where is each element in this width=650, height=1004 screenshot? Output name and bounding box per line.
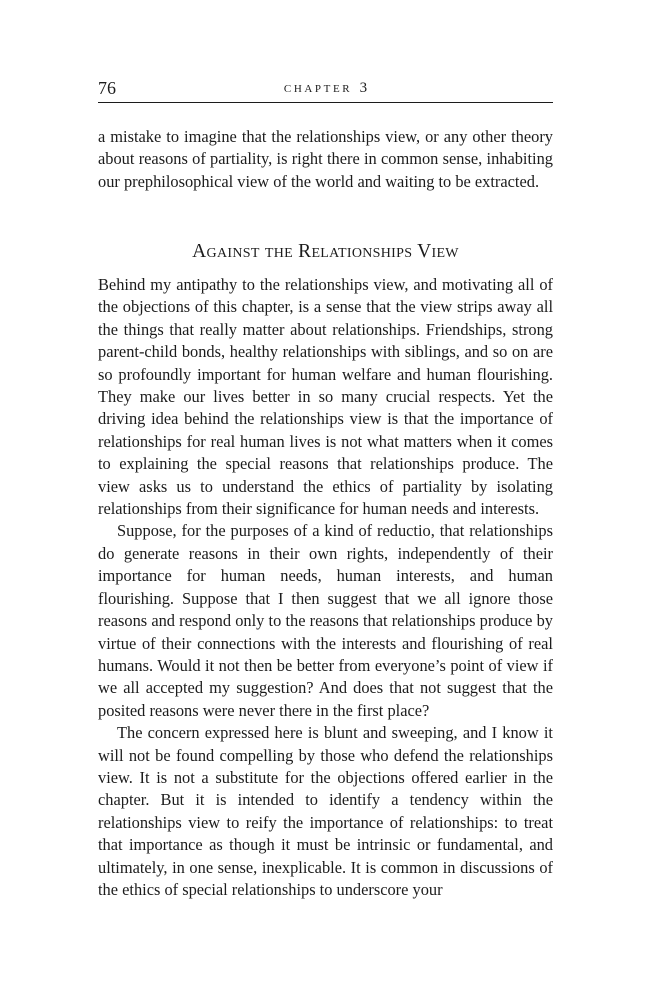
section-heading: Against the Relationships View (192, 241, 459, 262)
running-head-chapter-number: 3 (359, 80, 368, 96)
running-head-label: CHAPTER (283, 83, 353, 95)
section-body (98, 274, 553, 901)
continuation-paragraph: a mistake to imagine that the relationships view, or any other theory about reasons of partiality, is right there in common sense, inhabiting our prephilosophical view of the world and waiting to be extracted. (98, 127, 553, 191)
paragraph-3: The concern expressed here is blunt and sweeping, and I know it will not be found compelling by those who defend the relationships view. It is not a substitute for the objections offered earlier in the chapter. But it is intended to identify a tendency within the relationships view to reify the importance of relationships: to treat that importance as though it must be intrinsic or fundamental, and ultimately, in one sense, inexplicable. It is common in discussions of the ethics of special relationships to underscore your (98, 723, 553, 899)
page-number: 76 (98, 78, 116, 98)
continuation-paragraph-block (98, 126, 553, 193)
paragraph-1: Behind my antipathy to the relationships view, and motivating all of the objections of this chapter, is a sense that the view strips away all the things that really matter about relationships. Friendships, strong parent-child bonds, healthy relationships with siblings, and so on are so profoundly important for human welfare and human flourishing. They make our lives better in so many crucial respects. Yet the driving idea behind the relationships view is that the importance of relationships for real human lives is not what matters when it comes to explaining the special reasons that relationships produce. The view asks us to understand the ethics of partiality by isolating relationships from their significance for human needs and interests. (98, 275, 553, 519)
running-head (98, 80, 553, 97)
paragraph-2: Suppose, for the purposes of a kind of reductio, that relationships do generate reasons in their own rights, independently of their importance for human needs, human interests, and human flourishing. Suppose that I then suggest that we all ignore those reasons and respond only to the reasons that relationships produce by virtue of their connections with the interests and flourishing of real humans. Would it not then be better from everyone’s point of view if we all accepted my suggestion? And does that not suggest that the posited reasons were never there in the first place? (98, 521, 553, 720)
running-header (98, 78, 553, 103)
